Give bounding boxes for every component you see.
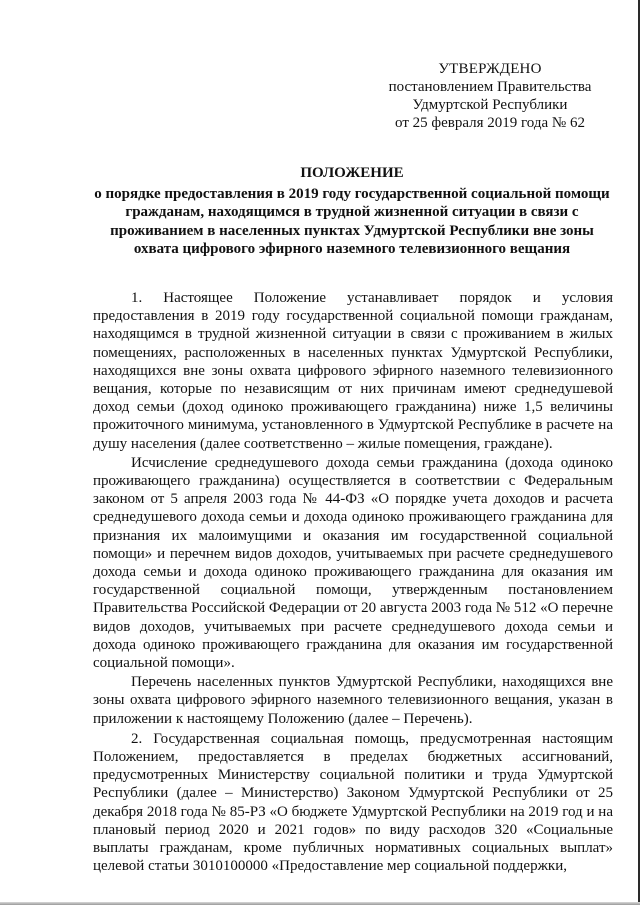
document-body bbox=[93, 289, 613, 877]
paragraph-4: 2. Государственная социальная помощь, предусмотренная настоящим Положением, предоставляется в пределах бюджетных ассигнований, предусмотренных Министерству социальной политики и труда Удмуртской Республики (далее – Министерство) Законом Удмуртской Республики от 25 декабря 2018 года № 85-РЗ «О бюджете Удмуртской Республики на 2019 год и на плановый период 2020 и 2021 годов» по виду расходов 320 «Социальные выплаты гражданам, кроме публичных нормативных социальных выплат» целевой статьи 3010100000 «Предоставление мер социальной поддержки, bbox=[93, 730, 613, 875]
paragraph-1: 1. Настоящее Положение устанавливает порядок и условия предоставления в 2019 году государственной социальной помощи гражданам, находящимся в трудной жизненной ситуации в связи с проживанием в жилых помещениях, расположенных в населенных пунктах Удмуртской Республики, находящихся вне зоны охвата цифрового эфирного наземного телевизионного вещания, которые по независящим от них причинам имеют среднедушевой доход семьи (доход одиноко проживающего гражданина) ниже 1,5 величины прожиточного минимума, установленного в Удмуртской Республике в расчете на душу населения (далее соответственно – жилые помещения, граждане). bbox=[93, 290, 613, 452]
document-title: ПОЛОЖЕНИЕ bbox=[300, 165, 404, 181]
document-subtitle: о порядке предоставления в 2019 году государственной социальной помощи гражданам, находящимся в трудной жизненной ситуации в связи с проживанием в населенных пунктах Удмуртской Республики вне зоны охвата цифрового эфирного наземного телевизионного вещания bbox=[94, 185, 610, 257]
paragraph-3: Перечень населенных пунктов Удмуртской Республики, находящихся вне зоны охвата цифрового эфирного наземного телевизионного вещания, указан в приложении к настоящему Положению (далее – Перечень). bbox=[93, 674, 613, 727]
paragraph-2: Исчисление среднедушевого дохода семьи гражданина (дохода одиноко проживающего гражданина) осуществляется в соответствии с Федеральным законом от 5 апреля 2003 года № 44-ФЗ «О порядке учета доходов и расчета среднедушевого дохода семьи и дохода одиноко проживающего гражданина для признания их малоимущими и оказания им государственной социальной помощи» и перечнем видов доходов, учитываемых при расчете среднедушевого дохода семьи и дохода одиноко проживающего гражданина для оказания им государственной социальной помощи, утвержденным постановлением Правительства Российской Федерации от 20 августа 2003 года № 512 «О перечне видов доходов, учитываемых при расчете среднедушевого дохода семьи и дохода одиноко проживающего гражданина для оказания им государственной социальной помощи». bbox=[93, 454, 613, 672]
approval-line-2: Удмуртской Республики bbox=[412, 97, 568, 113]
approval-line-1: постановлением Правительства bbox=[388, 79, 592, 95]
document-title-block bbox=[92, 164, 612, 259]
approval-line-3: от 25 февраля 2019 года № 62 bbox=[395, 115, 585, 131]
approval-heading: УТВЕРЖДЕНО bbox=[438, 61, 542, 77]
approval-stamp bbox=[352, 60, 628, 132]
